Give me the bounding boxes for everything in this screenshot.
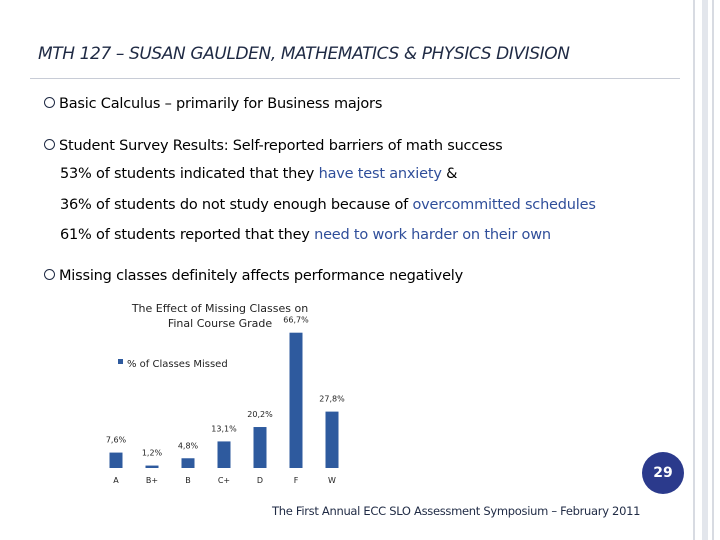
bullet-text: Student Survey Results: Self-reported barriers of math success bbox=[59, 138, 503, 154]
data-label: 13,1% bbox=[211, 424, 237, 434]
data-label: 20,2% bbox=[247, 410, 273, 420]
survey-text: 36% of students do not study enough because of bbox=[60, 197, 413, 213]
slide-title: MTH 127 – SUSAN GAULDEN, MATHEMATICS & PHYSICS DIVISION bbox=[38, 44, 570, 64]
legend-swatch bbox=[118, 359, 123, 364]
bar bbox=[218, 441, 231, 468]
survey-item bbox=[60, 166, 457, 182]
data-label: 4,8% bbox=[177, 441, 199, 451]
data-label: 27,8% bbox=[319, 394, 345, 404]
bar bbox=[290, 333, 303, 468]
bullet-circle-icon bbox=[44, 269, 55, 280]
bar bbox=[182, 458, 195, 468]
bar-chart bbox=[90, 300, 390, 490]
category-label: C+ bbox=[217, 476, 231, 485]
decorative-rail bbox=[693, 0, 695, 540]
bar bbox=[254, 427, 267, 468]
survey-highlight: overcommitted schedules bbox=[412, 197, 596, 213]
category-label: D bbox=[256, 476, 264, 485]
bullet-circle-icon bbox=[44, 97, 55, 108]
data-label: 1,2% bbox=[141, 448, 163, 458]
survey-text: 61% of students reported that they bbox=[60, 227, 315, 243]
survey-text: & bbox=[441, 166, 458, 182]
bullet-text: Basic Calculus – primarily for Business majors bbox=[59, 96, 383, 112]
chart-svg bbox=[90, 300, 390, 490]
category-label: B bbox=[185, 476, 191, 485]
bar bbox=[110, 453, 123, 468]
survey-highlight: need to work harder on their own bbox=[314, 227, 551, 243]
page-number-badge: 29 bbox=[642, 452, 684, 494]
survey-item bbox=[60, 227, 551, 243]
bar bbox=[326, 412, 339, 468]
survey-text: 53% of students indicated that they bbox=[60, 166, 319, 182]
bullet-course bbox=[44, 96, 382, 112]
category-label: A bbox=[113, 476, 119, 485]
bullet-circle-icon bbox=[44, 139, 55, 150]
chart-title: Final Course Grade bbox=[167, 317, 273, 330]
title-divider bbox=[30, 78, 680, 79]
category-label: F bbox=[293, 476, 299, 485]
bullet-survey bbox=[44, 138, 503, 154]
data-label: 7,6% bbox=[105, 435, 127, 445]
legend-label: % of Classes Missed bbox=[127, 359, 228, 370]
data-label: 66,7% bbox=[283, 315, 309, 325]
decorative-rail bbox=[702, 0, 708, 540]
survey-item bbox=[60, 197, 596, 213]
category-label: W bbox=[328, 476, 336, 485]
decorative-rail bbox=[712, 0, 714, 540]
bar bbox=[146, 466, 159, 468]
bullet-text: Missing classes definitely affects performance negatively bbox=[59, 268, 463, 284]
category-label: B+ bbox=[145, 476, 159, 485]
chart-title: The Effect of Missing Classes on bbox=[131, 302, 309, 315]
footer-text: The First Annual ECC SLO Assessment Symposium – February 2011 bbox=[272, 504, 641, 518]
bullet-missing bbox=[44, 268, 463, 284]
survey-highlight: have test anxiety bbox=[318, 166, 442, 182]
